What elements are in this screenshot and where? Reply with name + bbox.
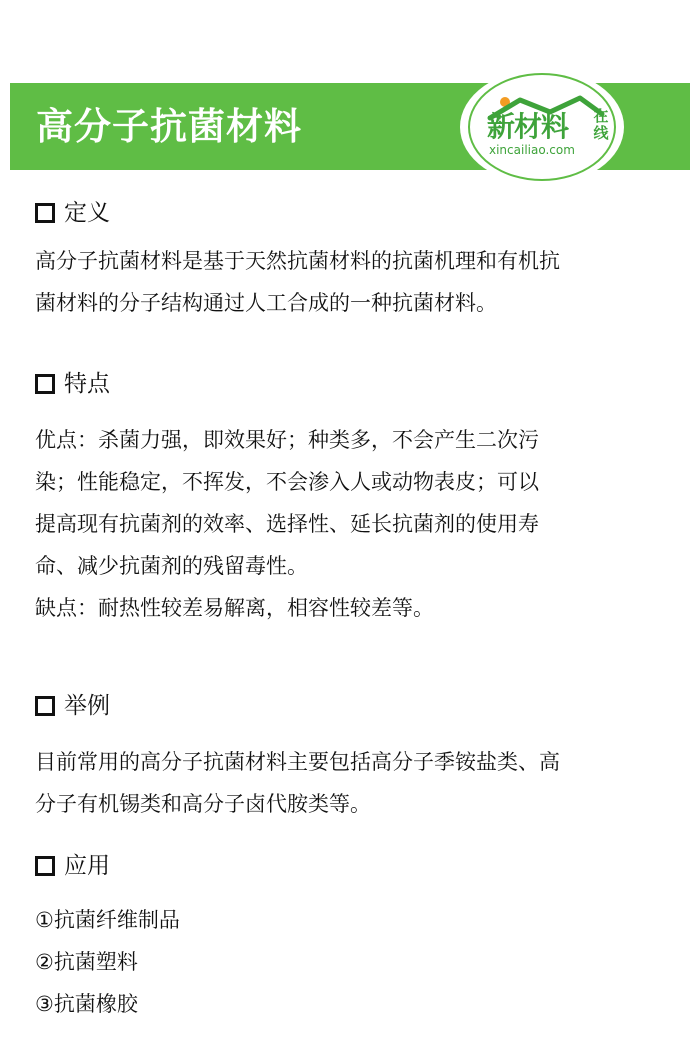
logo-text: 新材料 xyxy=(487,110,569,143)
text-line: 分子有机锡类和高分子卤代胺类等。 xyxy=(35,792,371,816)
text-line: 提高现有抗菌剂的效率、选择性、延长抗菌剂的使用寿 xyxy=(35,512,539,536)
list-item: ①抗菌纤维制品 xyxy=(35,908,180,932)
heading-text: 应用 xyxy=(64,853,110,879)
heading-text: 特点 xyxy=(64,371,110,397)
section-heading-examples xyxy=(35,691,110,721)
section-heading-features xyxy=(35,369,110,399)
square-bullet-icon xyxy=(35,856,55,876)
logo-url: xincailiao.com xyxy=(489,143,575,157)
logo-side-text: 在线 xyxy=(593,107,609,142)
text-line: 命、减少抗菌剂的残留毒性。 xyxy=(35,554,308,578)
section-heading-definition xyxy=(35,198,110,228)
square-bullet-icon xyxy=(35,203,55,223)
text-line: 目前常用的高分子抗菌材料主要包括高分子季铵盐类、高 xyxy=(35,750,560,774)
text-line: 优点：杀菌力强，即效果好；种类多，不会产生二次污 xyxy=(35,428,539,452)
features-paragraph xyxy=(35,419,645,629)
heading-text: 举例 xyxy=(64,693,110,719)
text-line: 缺点：耐热性较差易解离，相容性较差等。 xyxy=(35,596,434,620)
text-line: 高分子抗菌材料是基于天然抗菌材料的抗菌机理和有机抗 xyxy=(35,249,560,273)
definition-paragraph xyxy=(35,240,645,324)
square-bullet-icon xyxy=(35,696,55,716)
section-heading-applications xyxy=(35,851,110,881)
text-line: 染；性能稳定，不挥发，不会渗入人或动物表皮；可以 xyxy=(35,470,539,494)
applications-list xyxy=(35,899,645,1025)
examples-paragraph xyxy=(35,741,645,825)
page-title: 高分子抗菌材料 xyxy=(36,105,302,148)
list-item: ③抗菌橡胶 xyxy=(35,992,138,1016)
list-item: ②抗菌塑料 xyxy=(35,950,138,974)
text-line: 菌材料的分子结构通过人工合成的一种抗菌材料。 xyxy=(35,291,497,315)
heading-text: 定义 xyxy=(64,200,110,226)
square-bullet-icon xyxy=(35,374,55,394)
